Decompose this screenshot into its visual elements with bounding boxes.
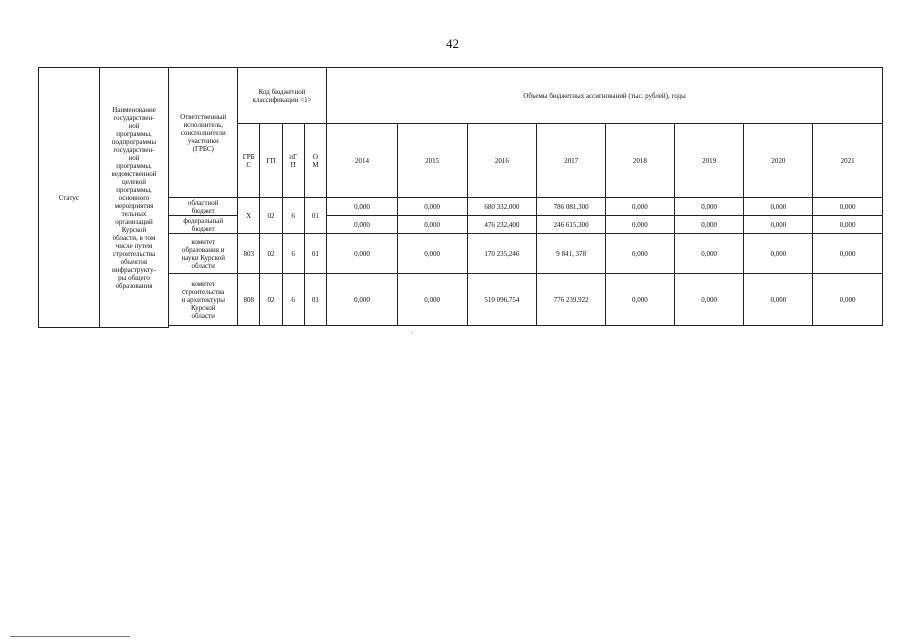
executor-cell: областной бюджет <box>169 198 238 216</box>
value-cell: 0,000 <box>813 198 883 216</box>
spacer-cell <box>304 326 326 328</box>
scan-speck <box>411 332 412 333</box>
value-cell: 170 235,246 <box>467 234 537 274</box>
value-cell: 0,000 <box>674 234 744 274</box>
grbs-cell: Х <box>238 198 260 234</box>
budget-table <box>38 67 883 328</box>
spacer-cell <box>282 326 304 328</box>
value-cell: 0,000 <box>813 216 883 234</box>
executor-cell: комитет строительства и архитектуры Курской области <box>169 274 238 326</box>
spacer-cell <box>467 326 537 328</box>
year-header: 2014 <box>327 124 398 198</box>
pgp-cell: 6 <box>282 274 304 326</box>
year-header: 2017 <box>537 124 606 198</box>
value-cell: 0,000 <box>397 274 467 326</box>
year-header: 2021 <box>813 124 883 198</box>
value-cell: 0,000 <box>606 198 675 216</box>
value-cell: 776 239,922 <box>537 274 606 326</box>
value-cell: 0,000 <box>397 234 467 274</box>
spacer-cell <box>397 326 467 328</box>
year-header: 2020 <box>744 124 813 198</box>
status-header: Статус <box>39 68 100 328</box>
value-cell: 0,000 <box>744 198 813 216</box>
spacer-cell <box>813 326 883 328</box>
year-header: 2018 <box>606 124 675 198</box>
value-cell: 0,000 <box>397 216 467 234</box>
value-cell: 0,000 <box>327 234 398 274</box>
program-name-cell: Наименование государствен- ной программы, подпрограммы государствен- ной программы, ведомственной целевой программы, основного мероприятия тельных организаций Курской области, в том числе путем строительства объектов инфраструкту- ры общего образования <box>99 68 169 328</box>
spacer-cell <box>744 326 813 328</box>
value-cell: 476 232,400 <box>467 216 537 234</box>
pgp-header: пГ П <box>282 124 304 198</box>
executor-header: Ответственный исполнитель, соисполнители участники (ГРБС) <box>169 68 238 198</box>
value-cell: 0,000 <box>813 234 883 274</box>
value-cell: 0,000 <box>606 274 675 326</box>
gp-cell: 02 <box>260 234 282 274</box>
value-cell: 0,000 <box>674 216 744 234</box>
gp-header: ГП <box>260 124 282 198</box>
footnote-divider <box>10 636 130 637</box>
grbs-cell: 808 <box>238 274 260 326</box>
value-cell: 0,000 <box>327 198 398 216</box>
value-cell: 0,000 <box>744 234 813 274</box>
spacer-cell <box>260 326 282 328</box>
year-header: 2016 <box>467 124 537 198</box>
year-header: 2015 <box>397 124 467 198</box>
value-cell: 0,000 <box>606 234 675 274</box>
value-cell: 9 841, 378 <box>537 234 606 274</box>
spacer-cell <box>537 326 606 328</box>
spacer-cell <box>327 326 398 328</box>
value-cell: 0,000 <box>674 274 744 326</box>
om-cell: 01 <box>304 234 326 274</box>
value-cell: 510 096,754 <box>467 274 537 326</box>
pgp-cell: 6 <box>282 198 304 234</box>
value-cell: 0,000 <box>327 216 398 234</box>
value-cell: 786 081,300 <box>537 198 606 216</box>
value-cell: 0,000 <box>606 216 675 234</box>
page-number: 42 <box>446 36 459 51</box>
value-cell: 680 332,000 <box>467 198 537 216</box>
spacer-cell <box>606 326 675 328</box>
grbs-header: ГРБ С <box>238 124 260 198</box>
executor-cell: федеральный бюджет <box>169 216 238 234</box>
value-cell: 246 615,300 <box>537 216 606 234</box>
om-cell: 01 <box>304 274 326 326</box>
grbs-cell: 803 <box>238 234 260 274</box>
value-cell: 0,000 <box>744 216 813 234</box>
spacer-cell <box>238 326 260 328</box>
value-cell: 0,000 <box>813 274 883 326</box>
value-cell: 0,000 <box>744 274 813 326</box>
om-header: О М <box>304 124 326 198</box>
pgp-cell: 6 <box>282 234 304 274</box>
year-header: 2019 <box>674 124 744 198</box>
om-cell: 01 <box>304 198 326 234</box>
spacer-cell <box>674 326 744 328</box>
value-cell: 0,000 <box>674 198 744 216</box>
spacer-cell <box>169 326 238 328</box>
allocations-header: Объемы бюджетных ассигнований (тыс. рублей), годы <box>327 68 883 124</box>
gp-cell: 02 <box>260 274 282 326</box>
gp-cell: 02 <box>260 198 282 234</box>
value-cell: 0,000 <box>327 274 398 326</box>
budget-code-header: Код бюджетной классификации <1> <box>238 68 327 124</box>
executor-cell: комитет образования и науки Курской области <box>169 234 238 274</box>
value-cell: 0,000 <box>397 198 467 216</box>
